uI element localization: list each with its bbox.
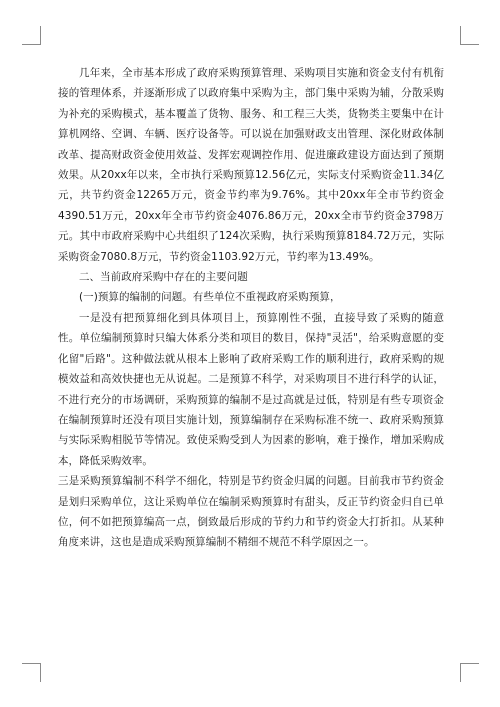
section-heading: 二、当前政府采购中存在的主要问题: [79, 271, 248, 284]
paragraph-overview: 几年来，全市基本形成了政府采购预算管理、采购项目实施和资金支付有机衔接的管理体系，并逐渐形成了以政府集中采购为主，部门集中采购为辅，分散采购为补充的采购模式，基本覆盖了货物、服务、和工程三大类，货物类主要集中在计算机网络、空调、车辆、医疗设备等。可以说在加强财政支出管理、深化财政体制改革、提高财政资金使用效益、发挥宏观调控作用、促进廉政建设方面达到了预期效果。从20xx年以来，全市执行采购预算12.56亿元，实际支付采购资金11.34亿元，共节约资金12265万元，资金节约率为9.76%。其中20xx年全市节约资金4390.51万元，20xx年全市节约资金4076.86万元，20xx全市节约资金3798万元。其中市政府采购中心共组织了124次采购，执行采购预算8184.72万元，实际采购资金7080.8万元，节约资金1103.92万元，节约率为13.49%。: [58, 67, 444, 263]
paragraph-savings-issue: 三是采购预算编制不科学不细化，特别是节约资金归属的问题。目前我市节约资金是划归采购单位，这让采购单位在编制采购预算时有甜头，反正节约资金归自已单位，何不如把预算编高一点，倒致最后形成的节约力和节约资金大打折扣。从某种角度来讲，这也是造成采购预算编制不精细不规范不科学原因之一。: [58, 475, 444, 549]
subsection-heading: (一)预算的编制的问题。有些单位不重视政府采购预算，: [79, 291, 341, 304]
crop-mark-top-left: [22, 26, 41, 45]
crop-mark-bottom-left: [22, 663, 41, 682]
crop-mark-top-right: [460, 26, 479, 45]
document-body: [58, 63, 444, 553]
crop-mark-bottom-right: [460, 663, 479, 682]
paragraph-budget-issues: 一是没有把预算细化到具体项目上，预算刚性不强，直接导致了采购的随意性。单位编制预算时只编大体系分类和项目的数目，保持"灵活"，给采购意愿的变化留"后路"。这种做法就从根本上影响了政府采购工作的顺利进行，政府采购的规模效益和高效快捷也无从说起。二是预算不科学，对采购项目不进行科学的认证，不进行充分的市场调研，采购预算的编制不是过高就是过低，特别是有些专项资金在编制预算时还没有项目实施计划，预算编制存在采购标准不统一、政府采购预算与实际采购相脱节等情况。致使采购受到人为因素的影响，难于操作，增加采购成本，降低采购效率。: [58, 311, 444, 467]
